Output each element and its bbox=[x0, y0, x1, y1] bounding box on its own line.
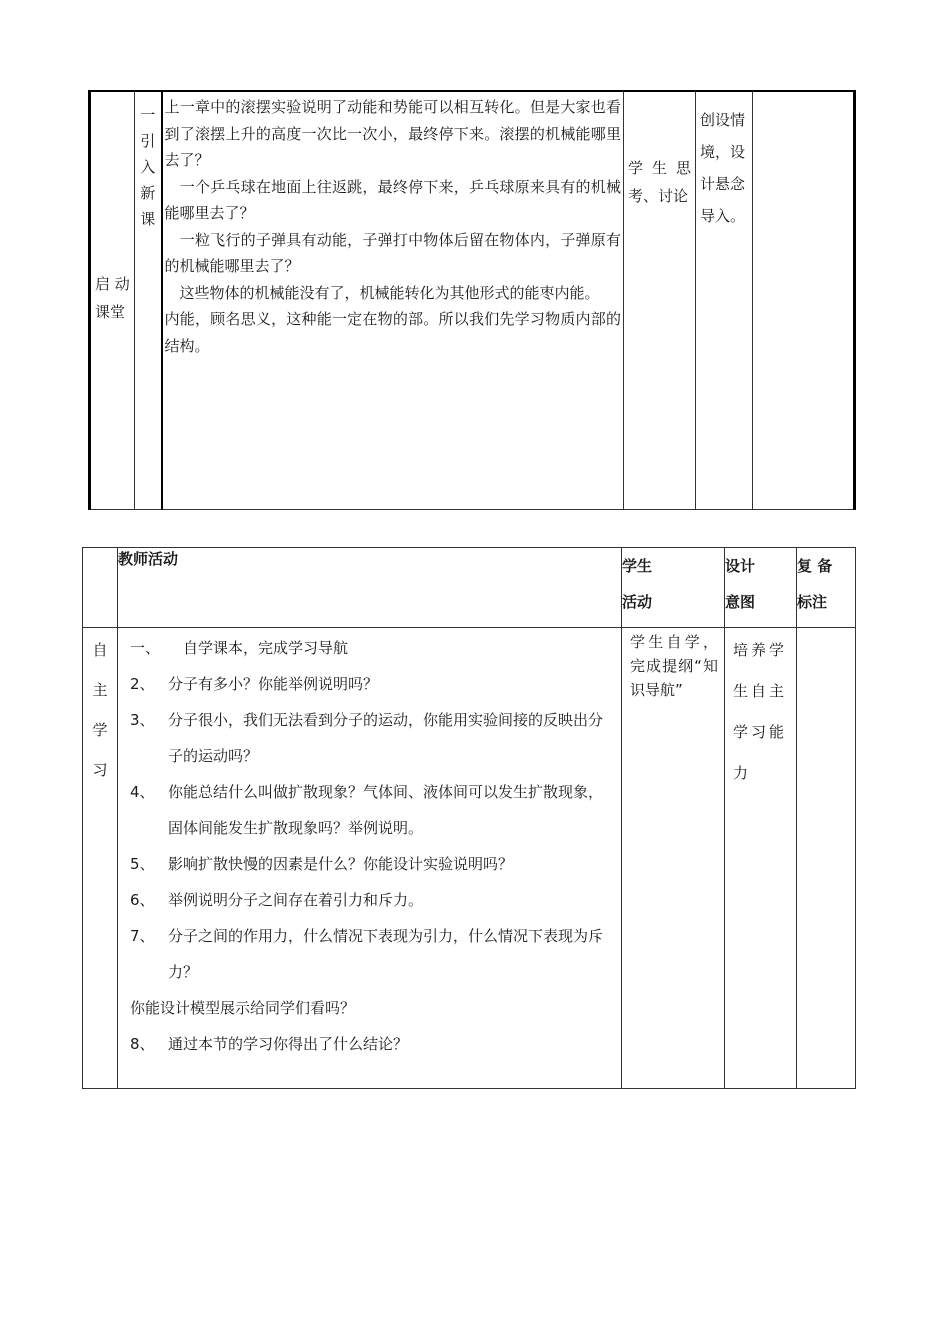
item-number: 6、 bbox=[130, 891, 155, 909]
section-cell bbox=[135, 91, 162, 510]
section-char: 一 bbox=[140, 106, 156, 124]
question-list bbox=[118, 628, 621, 1062]
intro-content bbox=[163, 92, 624, 359]
item-text: 自学课本，完成学习导航 bbox=[168, 639, 349, 657]
main-table bbox=[82, 547, 856, 1089]
section-char: 新 bbox=[140, 184, 156, 202]
student-activity-text: 学生自学，完成提纲“知识导航” bbox=[630, 633, 718, 699]
intro-paragraph: 一个乒乓球在地面上往返跳，最终停下来，乒乓球原来具有的机械能哪里去了？ bbox=[164, 177, 621, 222]
header-design bbox=[725, 548, 797, 628]
header-line: 设计 bbox=[725, 557, 756, 575]
header-teacher: 教师活动 bbox=[118, 548, 622, 628]
item-number: 8、 bbox=[130, 1035, 155, 1053]
section-char: 入 bbox=[140, 158, 156, 176]
intro-paragraph: 上一章中的滚摆实验说明了动能和势能可以相互转化。但是大家也看到了滚摆上升的高度一次比一次小，最终停下来。滚摆的机械能哪里去了？ bbox=[164, 98, 621, 169]
item-text: 分子有多小？你能举例说明吗？ bbox=[168, 675, 379, 693]
header-line: 学生 bbox=[622, 557, 653, 575]
item-number: 4、 bbox=[130, 783, 155, 801]
item-number: 7、 bbox=[130, 927, 155, 945]
header-blank bbox=[83, 548, 118, 628]
header-student bbox=[622, 548, 725, 628]
section-char: 学 bbox=[92, 721, 108, 739]
list-item bbox=[122, 666, 617, 702]
list-item bbox=[122, 630, 617, 666]
header-line: 意图 bbox=[725, 593, 756, 611]
stage-label bbox=[95, 270, 130, 326]
item-text: 分子之间的作用力，什么情况下表现为引力，什么情况下表现为斥力？ bbox=[168, 927, 604, 981]
item-text: 你能总结什么叫做扩散现象？气体间、液体间可以发生扩散现象，固体间能发生扩散现象吗？举例说明。 bbox=[168, 783, 604, 837]
section-char: 课 bbox=[140, 210, 156, 228]
intro-design-cell bbox=[696, 91, 753, 510]
list-item bbox=[122, 918, 617, 990]
intro-paragraph: 一粒飞行的子弹具有动能，子弹打中物体后留在物体内，子弹原有的机械能哪里去了？ bbox=[164, 230, 621, 275]
extra-line: 你能设计模型展示给同学们看吗？ bbox=[130, 999, 356, 1017]
item-number: 一、 bbox=[130, 639, 161, 657]
intro-student-activity: 学 生 思考、讨论 bbox=[628, 159, 691, 205]
intro-notes-cell bbox=[753, 91, 855, 510]
section-label bbox=[135, 92, 161, 232]
intro-content-cell bbox=[162, 91, 624, 510]
section-char: 主 bbox=[92, 681, 108, 699]
notes-cell bbox=[797, 628, 856, 1089]
item-text: 通过本节的学习你得出了什么结论？ bbox=[168, 1035, 409, 1053]
header-line: 复 备 bbox=[797, 557, 833, 575]
design-intent-cell bbox=[725, 628, 797, 1089]
list-item bbox=[122, 774, 617, 846]
student-activity-cell bbox=[622, 628, 725, 1089]
intro-table bbox=[88, 90, 856, 510]
header-line: 标注 bbox=[797, 593, 828, 611]
selfstudy-cell bbox=[83, 628, 118, 1089]
intro-design-intent: 创设情境，设计悬念导入。 bbox=[700, 111, 746, 225]
intro-paragraph: 这些物体的机械能没有了，机械能转化为其他形式的能枣内能。 bbox=[164, 283, 600, 302]
item-text: 分子很小，我们无法看到分子的运动，你能用实验间接的反映出分子的运动吗？ bbox=[168, 711, 604, 765]
list-item bbox=[122, 846, 617, 882]
section-char: 引 bbox=[140, 132, 156, 150]
item-text: 举例说明分子之间存在着引力和斥力。 bbox=[168, 891, 424, 909]
section-char: 习 bbox=[92, 761, 108, 779]
list-item bbox=[122, 882, 617, 918]
item-number: 2、 bbox=[130, 675, 155, 693]
header-row bbox=[83, 548, 856, 628]
item-number: 5、 bbox=[130, 855, 155, 873]
teacher-activity-cell bbox=[118, 628, 622, 1089]
stage-line: 启 动 bbox=[95, 275, 130, 293]
item-text: 影响扩散快慢的因素是什么？你能设计实验说明吗？ bbox=[168, 855, 514, 873]
intro-student-cell bbox=[624, 91, 696, 510]
item-number: 3、 bbox=[130, 711, 155, 729]
design-intent-text: 培养学生自主学习能力 bbox=[733, 641, 788, 782]
selfstudy-label bbox=[83, 628, 117, 790]
list-item bbox=[122, 1026, 617, 1062]
stage-line: 课堂 bbox=[95, 303, 126, 321]
header-line: 活动 bbox=[622, 593, 653, 611]
header-notes bbox=[797, 548, 856, 628]
intro-paragraph: 内能，顾名思义，这种能一定在物的部。所以我们先学习物质内部的结构。 bbox=[164, 310, 621, 355]
list-item bbox=[122, 702, 617, 774]
section-char: 自 bbox=[92, 641, 108, 659]
stage-cell bbox=[90, 91, 135, 510]
body-row bbox=[83, 628, 856, 1089]
